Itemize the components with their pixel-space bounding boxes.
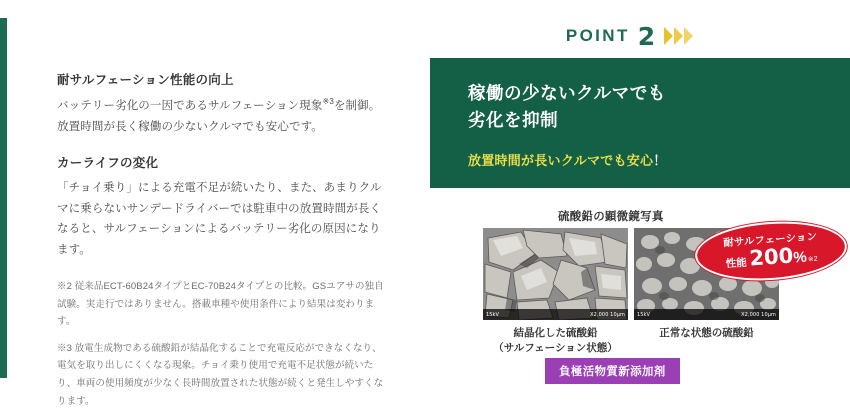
point-header [430, 22, 830, 50]
point-number: 2 [637, 21, 656, 51]
section-2-body: 「チョイ乗り」による充電不足が続いたり、また、あまりクルマに乗らないサンデードライバーでは駐車中の放置時間が長くなると、サルフェーションによるバッテリー劣化の原因になります。 [57, 182, 382, 256]
badge-percent: % [792, 248, 808, 267]
badge-number: 200 [748, 243, 795, 271]
point-label: POINT [565, 26, 630, 45]
sem-image-crystallized [483, 228, 628, 320]
photo-label-crystallized-line2: （サルフェーション状態） [493, 342, 618, 355]
green-banner [430, 58, 850, 188]
badge-line-1: 耐サルフェーション [722, 230, 818, 250]
photo-label-crystallized-line1: 結晶化した硫酸鉛 [513, 327, 598, 339]
photo-labels-row [483, 326, 779, 356]
section-1-title: 耐サルフェーション性能の向上 [57, 73, 234, 87]
banner-line-2: 劣化を抑制 [468, 110, 559, 131]
additive-tag: 負極活物質新添加剤 [545, 358, 680, 384]
right-column [430, 0, 850, 412]
sem-voltage-right: 15kV [637, 311, 651, 318]
banner-sub-tail: ！ [653, 153, 667, 169]
chevron-right-icon [664, 27, 694, 45]
sem-magnification-right: X2,000 10μm [741, 311, 776, 318]
banner-sub-highlight: 放置時間が長いクルマでも安心 [468, 153, 654, 169]
left-text-column [57, 72, 387, 419]
section-2-title: カーライフの変化 [57, 156, 159, 171]
sem-photo-crystallized [483, 228, 628, 320]
sem-scale-bar-right [634, 309, 779, 320]
section-1-body: バッテリー劣化の一因であるサルフェーション現象$^{※3}$を制御。放置時間が長く稼働の少ないクルマでも安心です。 [57, 97, 381, 133]
sem-magnification-left: X2,000 10μm [590, 311, 625, 318]
banner-line-1: 稼働の少ないクルマでも [468, 83, 666, 103]
badge-text: 性能 [725, 256, 748, 271]
photo-section-caption: 硫酸鉛の顕微鏡写真 [558, 211, 664, 223]
footnote-2: ※2 従来品ECT-60B24タイプとEC-70B24タイプとの比較。GSユアサの独自試験。実走行ではありません。搭載車種や使用条件により結果は変わります。 [57, 281, 384, 328]
photo-label-crystallized [483, 326, 628, 356]
sem-voltage-left: 15kV [486, 311, 500, 318]
badge-superscript: ※2 [807, 255, 818, 264]
footnote-3: ※3 放電生成物である硫酸鉛が結晶化することで充電反応ができなくなり、電気を取り出しにくくなる現象。チョイ乗り使用で充電不足状態が続いたり、車両の使用頻度が少なく長時間放置された状態が続くと発生しやすくなります。 [57, 342, 384, 407]
sem-scale-bar-left [483, 309, 628, 320]
photo-label-normal: 正常な状態の硫酸鉛 [659, 327, 754, 339]
banner-subline [468, 150, 850, 169]
left-accent-bar [0, 18, 7, 378]
